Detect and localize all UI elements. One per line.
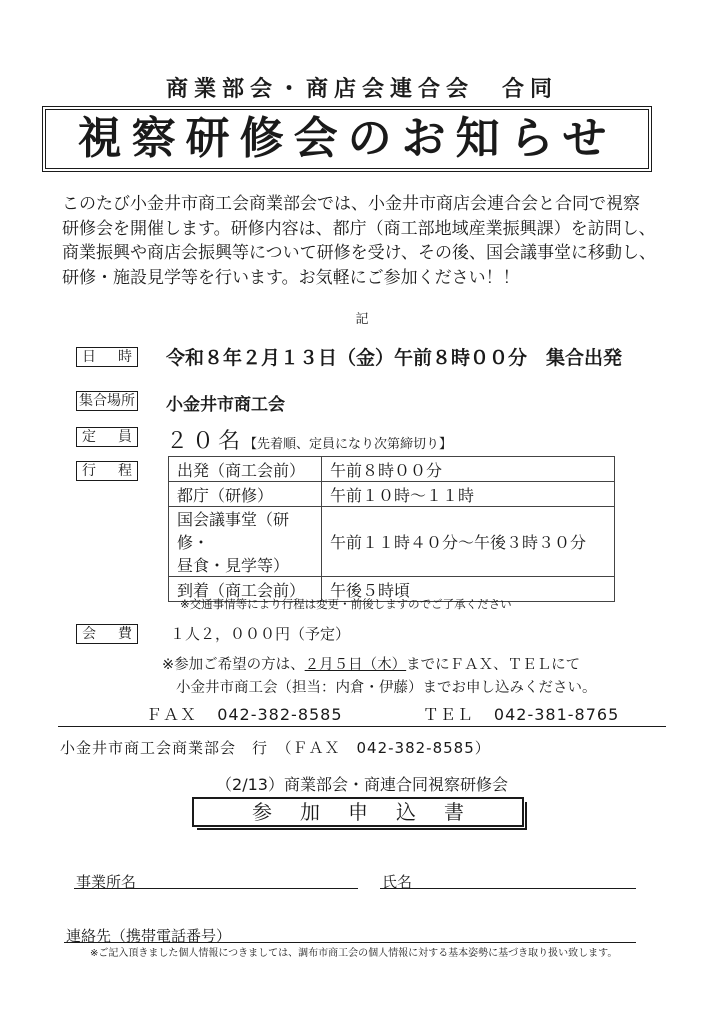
schedule-time: 午前１０時～１１時 — [322, 482, 615, 507]
schedule-time: 午前８時００分 — [322, 457, 615, 482]
fee-value: １人２，０００円（予定） — [170, 625, 351, 643]
date-label: 日 時 — [76, 347, 138, 367]
schedule-place: 国会議事堂（研修・ 昼食・見学等） — [169, 507, 322, 577]
table-row — [169, 482, 615, 507]
form-subtitle: （2/13）商業部会・商連合同視察研修会 — [216, 775, 508, 794]
section-divider — [58, 726, 666, 727]
schedule-place: 都庁（研修） — [169, 482, 322, 507]
intro-line: 研修会を開催します。研修内容は、都庁（商工部地域産業振興課）を訪問し、 — [62, 218, 656, 239]
table-row — [169, 507, 615, 577]
schedule-time: 午前１１時４０分～午後３時３０分 — [322, 507, 615, 577]
application-note: ※参加ご希望の方は、２月５日（木）までにＦＡＸ、ＴＥＬにて 小金井市商工会（担当：内倉・伊藤）までお申し込みください。 — [162, 657, 597, 696]
contact-field[interactable] — [64, 942, 636, 943]
intro-line: 商業振興や商店会振興等について研修を受け、その後、国会議事堂に移動し、 — [62, 243, 656, 263]
schedule-place: 到着（商工会前） — [169, 577, 322, 602]
office-name-field[interactable] — [74, 888, 358, 889]
date-value: 令和８年２月１３日（金）午前８時００分 集合出発 — [166, 347, 623, 369]
place-value: 小金井市商工会 — [166, 395, 285, 415]
schedule-place: 出発（商工会前） — [169, 457, 322, 482]
intro-line: 研修・施設見学等を行います。お気軽にご参加ください！！ — [62, 267, 520, 288]
tel-number: 042-381-8765 — [493, 705, 620, 724]
fee-label: 会 費 — [76, 624, 138, 644]
table-row — [169, 457, 615, 482]
capacity-label: 定 員 — [76, 427, 138, 447]
intro-line: このたび小金井市商工会商業部会では、小金井市商店会連合会と合同で視察 — [62, 194, 640, 214]
form-title: 参加申込書 — [252, 800, 492, 824]
privacy-footnote: ※ご記入頂きました個人情報につきましては、調布市商工会の個人情報に対する基本姿勢に基づき取り扱い致します。 — [90, 948, 618, 959]
deadline: ２月５日（木） — [304, 657, 407, 673]
capacity-note: 【先着順、定員になり次第締切り】 — [244, 437, 453, 452]
intro-paragraph — [62, 192, 662, 290]
office-name-label: 事業所名 — [76, 873, 137, 891]
page-title: 視察研修会のお知らせ — [77, 113, 617, 164]
schedule-label: 行 程 — [76, 461, 138, 481]
fax-number: 042-382-8585 — [217, 705, 343, 724]
schedule-table — [168, 456, 615, 602]
capacity-value: ２０名【先着順、定員になり次第締切り】 — [166, 429, 453, 454]
form-addressee: 小金井市商工会商業部会 行 （ＦＡＸ 042-382-8585） — [60, 739, 491, 757]
tel-label: ＴＥＬ — [422, 705, 474, 724]
fax-label: ＦＡＸ — [146, 705, 198, 724]
supertitle: 商業部会・商店会連合会 合同 — [165, 77, 558, 102]
contact-label: 連絡先（携帯電話番号） — [66, 927, 232, 945]
contact-numbers — [146, 702, 619, 725]
person-name-field[interactable] — [380, 888, 636, 889]
place-label: 集合場所 — [76, 391, 138, 411]
schedule-time: 午後５時頃 — [322, 577, 615, 602]
person-name-label: 氏名 — [382, 873, 413, 891]
schedule-note: ※交通事情等により行程は変更・前後しますのでご了承ください — [180, 597, 512, 611]
ki-mark: 記 — [355, 312, 369, 327]
